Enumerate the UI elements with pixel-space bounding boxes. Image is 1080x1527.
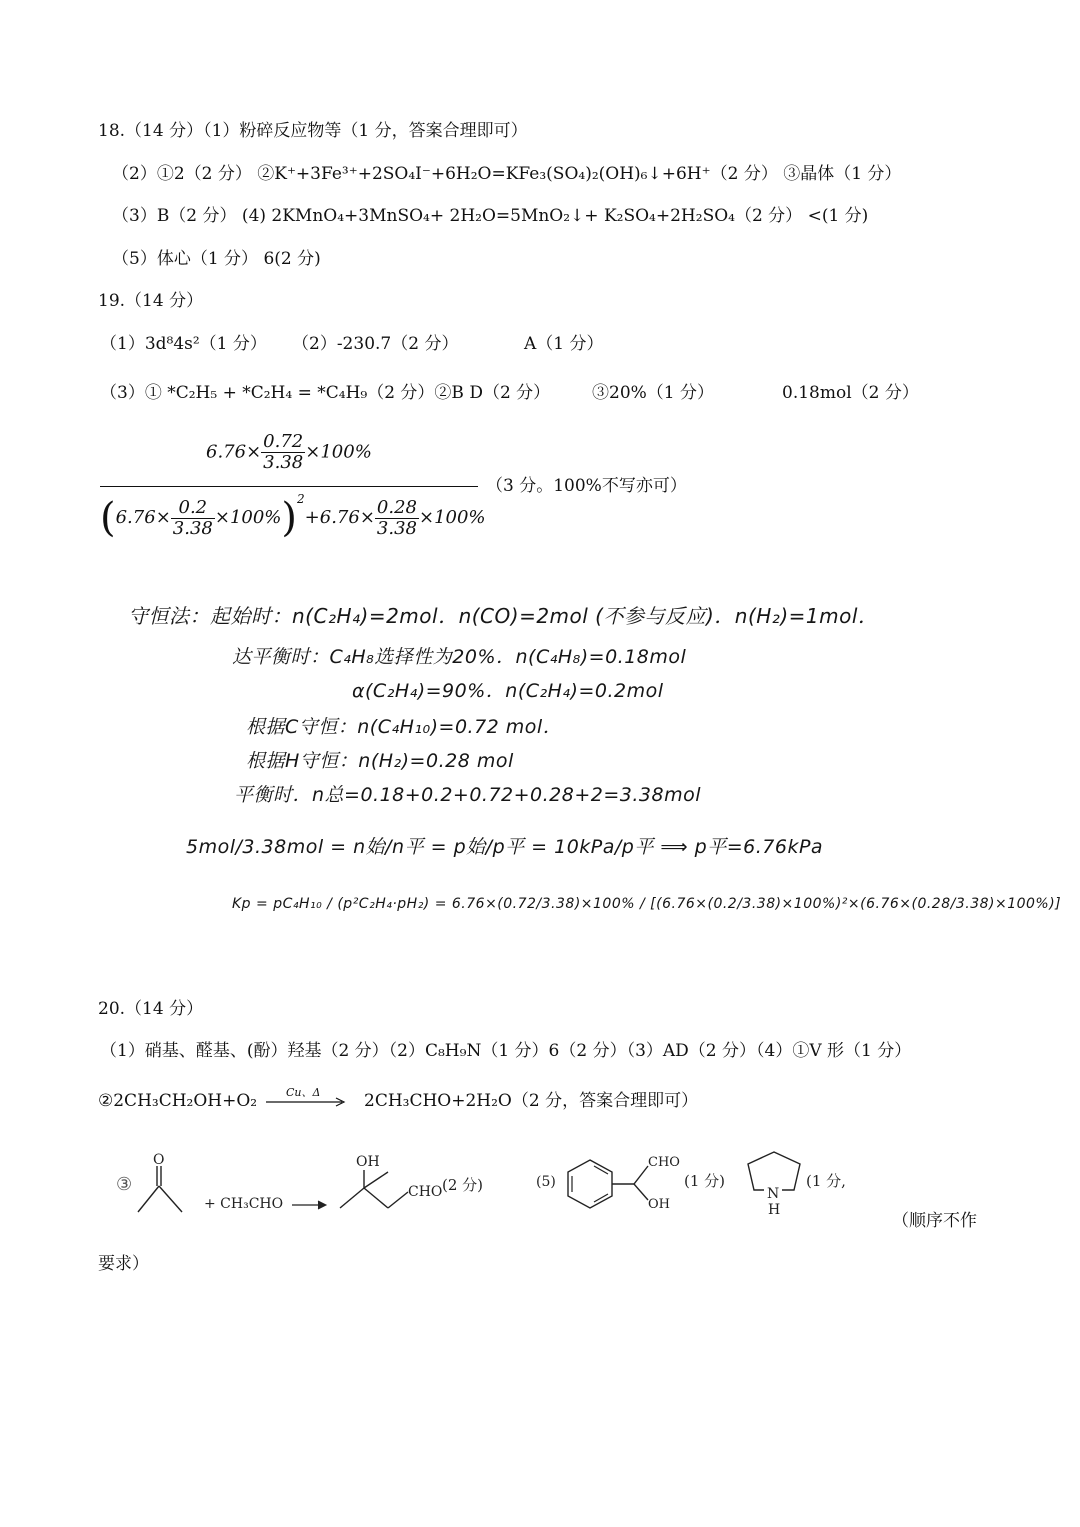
kp-numerator: 6.76× $\frac{0.72}{3.38}$ ×100% bbox=[206, 431, 372, 473]
kp-formula bbox=[100, 431, 486, 552]
q20-reaction-right: 2CH₃CHO+2H₂O（2 分，答案合理即可） bbox=[364, 1091, 699, 1111]
pyrrolidine-structure bbox=[748, 1152, 800, 1218]
product-arrow bbox=[292, 1201, 326, 1209]
q19-part2: （2）-230.7（2 分） bbox=[292, 334, 459, 354]
q18-line-2: （2）①2（2 分） ②K⁺+3Fe³⁺+2SO₄I⁻+6H₂O=KFe₃(SO₄)₂(OH)₆↓+6H⁺（2 分） ③晶体（1 分） bbox=[112, 164, 902, 184]
acetone-oxygen: O bbox=[153, 1152, 165, 1168]
phenyl-oh: OH bbox=[648, 1197, 670, 1212]
aldol-oh: OH bbox=[356, 1154, 380, 1170]
kp-denominator: (6.76× $\frac{0.2}{3.38}$ ×100%)$^2$+6.76× $\frac{0.28}{3.38}$ ×100% bbox=[100, 492, 486, 541]
q19-part2-choice: A（1 分） bbox=[524, 334, 604, 354]
points-1a: (1 分) bbox=[684, 1172, 726, 1190]
reaction-condition: Cu、Δ bbox=[286, 1086, 321, 1099]
q20-item-3-label: ③ bbox=[116, 1174, 133, 1195]
handwritten-line-8: Kp = pC₄H₁₀ / (p²C₂H₄·pH₂) = 6.76×(0.72/3.38)×100% / [(6.76×(0.2/3.38)×100%)²×(6.76×(0.28/3.38)×100%)] bbox=[232, 896, 1062, 912]
handwritten-line-2: 达平衡时：C₄H₈选择性为20%．n(C₄H₈)=0.18mol bbox=[232, 646, 687, 668]
q20-line-1: （1）硝基、醛基、(酚）羟基（2 分）（2）C₈H₉N（1 分）6（2 分）（3）AD（2 分）（4）①V 形（1 分） bbox=[100, 1041, 912, 1061]
q19-part3-selectivity: ③20%（1 分） bbox=[592, 383, 715, 403]
pyrrolidine-n: N bbox=[767, 1186, 780, 1202]
pyrrolidine-h: H bbox=[768, 1202, 781, 1218]
plus-acetaldehyde: + CH₃CHO bbox=[204, 1196, 284, 1212]
handwritten-line-5: 根据H守恒：n(H₂)=0.28 mol bbox=[246, 750, 514, 772]
q19-part3-amount: 0.18mol（2 分） bbox=[782, 383, 919, 403]
q18-heading: 18.（14 分）（1）粉碎反应物等（1 分，答案合理即可） bbox=[98, 121, 528, 141]
q19-heading: 19.（14 分） bbox=[98, 291, 204, 311]
reaction-arrow bbox=[264, 1086, 348, 1112]
arrow-icon bbox=[264, 1086, 348, 1112]
structures-svg bbox=[120, 1150, 1020, 1230]
acetone-structure bbox=[138, 1152, 182, 1212]
handwritten-line-7: 5mol/3.38mol = n始/n平 = p始/p平 = 10kPa/p平 ⟹ p平=6.76kPa bbox=[186, 836, 824, 858]
q18-line-4: （5）体心（1 分） 6(2 分) bbox=[112, 249, 321, 269]
handwritten-line-6: 平衡时．n总=0.18+0.2+0.72+0.28+2=3.38mol bbox=[234, 784, 701, 806]
q18-line-3: （3）B（2 分） (4) 2KMnO₄+3MnSO₄+ 2H₂O=5MnO₂↓+ K₂SO₄+2H₂SO₄（2 分） <(1 分) bbox=[112, 206, 869, 226]
handwritten-line-1: 守恒法：起始时：n(C₂H₄)=2mol．n(CO)=2mol (不参与反应)．n(H₂)=1mol． bbox=[128, 604, 879, 628]
points-2: (2 分) bbox=[442, 1176, 484, 1194]
q20-heading: 20.（14 分） bbox=[98, 999, 204, 1019]
handwritten-line-4: 根据C守恒：n(C₄H₁₀)=0.72 mol． bbox=[246, 716, 563, 738]
aldol-cho: CHO bbox=[408, 1184, 443, 1200]
phenyl-cho: CHO bbox=[648, 1155, 680, 1170]
aldol-product-structure bbox=[340, 1154, 442, 1208]
q20-reaction-left: ②2CH₃CH₂OH+O₂ bbox=[98, 1091, 258, 1111]
handwritten-line-3: α(C₂H₄)=90%．n(C₂H₄)=0.2mol bbox=[352, 680, 664, 702]
q20-note-1: （顺序不作 bbox=[892, 1211, 977, 1231]
kp-fraction-bar bbox=[100, 486, 478, 487]
points-1b: (1 分, bbox=[806, 1172, 846, 1190]
part-5-label: (5) bbox=[536, 1174, 556, 1190]
kp-note: （3 分。100%不写亦可） bbox=[486, 476, 687, 496]
phenyl-structure bbox=[568, 1155, 680, 1212]
q20-note-2: 要求） bbox=[98, 1254, 149, 1274]
q19-part3: （3）① *C₂H₅ + *C₂H₄ = *C₄H₉（2 分）②B D（2 分） bbox=[100, 383, 551, 403]
q19-part1: （1）3d⁸4s²（1 分） bbox=[100, 334, 267, 354]
